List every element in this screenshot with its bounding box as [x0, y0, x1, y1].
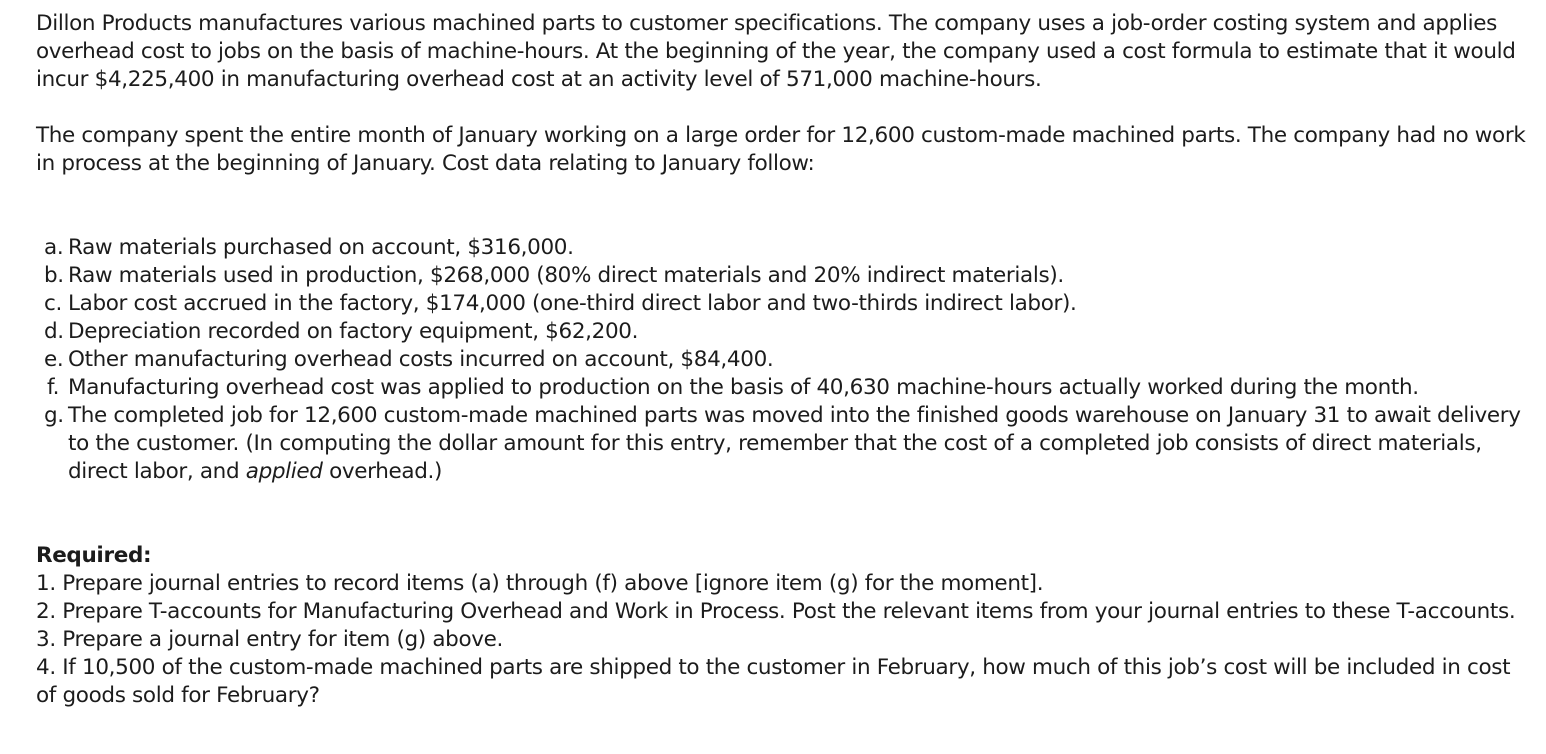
list-item-text: Raw materials purchased on account, $316,000. — [68, 235, 574, 260]
list-item-e — [36, 346, 1534, 374]
list-item-text-before: The completed job for 12,600 custom-made machined parts was moved into the finished goods warehouse on January 31 to await delivery to the customer. (In computing the dollar amount for this entry, remember that the cost of a completed job consists of direct materials, direct labor, and — [68, 403, 1521, 484]
list-item-label: g. — [44, 403, 64, 428]
list-item-label: f. — [47, 375, 60, 400]
list-item-label: c. — [44, 291, 62, 316]
list-item-text: Labor cost accrued in the factory, $174,000 (one-third direct labor and two-thirds indirect labor). — [68, 291, 1077, 316]
problem-document — [36, 10, 1534, 710]
list-item-g — [36, 402, 1534, 486]
list-item-f — [36, 374, 1534, 402]
intro-paragraph-2: The company spent the entire month of January working on a large order for 12,600 custom-made machined parts. The company had no work in process at the beginning of January. Cost data relating to January follow: — [36, 123, 1526, 176]
list-item-d — [36, 318, 1534, 346]
list-item-label: e. — [44, 347, 64, 372]
list-item-label: d. — [44, 319, 64, 344]
list-item-label: a. — [44, 235, 64, 260]
list-item-c — [36, 290, 1534, 318]
list-item-text: Depreciation recorded on factory equipment, $62,200. — [68, 319, 639, 344]
list-item-text: Raw materials used in production, $268,000 (80% direct materials and 20% indirect materials). — [68, 263, 1064, 288]
required-item-2: 2. Prepare T-accounts for Manufacturing Overhead and Work in Process. Post the relevant items from your journal entries to these T-accounts. — [36, 599, 1516, 624]
list-item-text-italic: applied — [245, 459, 323, 484]
required-item-1: 1. Prepare journal entries to record items (a) through (f) above [ignore item (g) for the moment]. — [36, 571, 1044, 596]
required-item-4: 4. If 10,500 of the custom-made machined parts are shipped to the customer in February, how much of this job’s cost will be included in cost of goods sold for February? — [36, 655, 1511, 708]
list-item-label: b. — [44, 263, 64, 288]
intro-paragraph-1: Dillon Products manufactures various machined parts to customer specifications. The company uses a job-order costing system and applies overhead cost to jobs on the basis of machine-hours. At the beginning of the year, the company used a cost formula to estimate that it would incur $4,225,400 in manufacturing overhead cost at an activity level of 571,000 machine-hours. — [36, 11, 1516, 92]
required-item-3: 3. Prepare a journal entry for item (g) above. — [36, 627, 504, 652]
list-item-b — [36, 262, 1534, 290]
list-item-text: Other manufacturing overhead costs incurred on account, $84,400. — [68, 347, 774, 372]
list-item-text: Manufacturing overhead cost was applied to production on the basis of 40,630 machine-hours actually worked during the month. — [68, 375, 1419, 400]
cost-data-list — [36, 234, 1534, 486]
list-item-a — [36, 234, 1534, 262]
list-item-text-after: overhead.) — [322, 459, 443, 484]
required-heading: Required: — [36, 543, 152, 568]
required-section — [36, 542, 1534, 710]
